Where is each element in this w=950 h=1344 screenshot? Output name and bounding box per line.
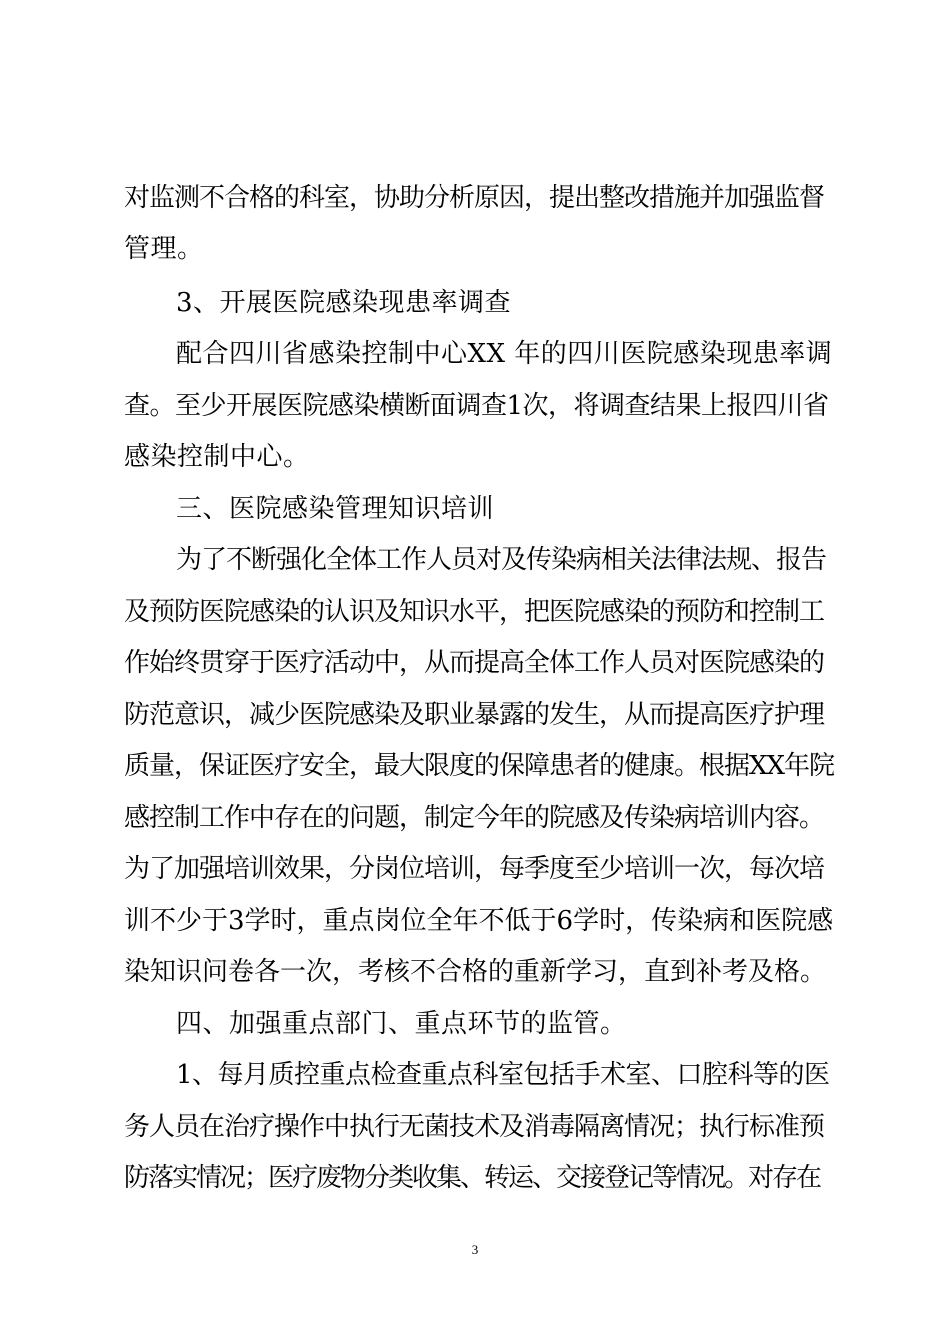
- text-line: 质量，保证医疗安全，最大限度的保障患者的健康。根据XX年院: [124, 751, 835, 781]
- text-line: 及预防医院感染的认识及知识水平，把医院感染的预防和控制工: [124, 597, 825, 627]
- text-line: 管理。: [124, 234, 204, 264]
- page-number: 3: [471, 1242, 479, 1257]
- text-line: 感染控制中心。: [124, 442, 310, 472]
- text-line: 对监测不合格的科室，协助分析原因，提出整改措施并加强监督: [124, 183, 825, 213]
- text-line: 为了加强培训效果，分岗位培训，每季度至少培训一次，每次培: [124, 854, 825, 884]
- section-heading: 四、加强重点部门、重点环节的监管。: [176, 1009, 627, 1039]
- text-line: 为了不断强化全体工作人员对及传染病相关法律法规、报告: [176, 545, 827, 575]
- text-line: 染知识问卷各一次，考核不合格的重新学习，直到补考及格。: [124, 957, 827, 987]
- text-line: 配合四川省感染控制中心XX 年的四川医院感染现患率调: [176, 339, 833, 369]
- text-line: 训不少于3学时，重点岗位全年不低于6学时，传染病和医院感: [124, 906, 834, 936]
- text-line: 作始终贯穿于医疗活动中，从而提高全体工作人员对医院感染的: [124, 648, 825, 678]
- section-heading: 三、医院感染管理知识培训: [176, 494, 495, 524]
- text-line: 务人员在治疗操作中执行无菌技术及消毒隔离情况；执行标准预: [124, 1112, 825, 1142]
- text-line: 防范意识，减少医院感染及职业暴露的发生，从而提高医疗护理: [124, 700, 825, 730]
- section-heading: 3、开展医院感染现患率调查: [176, 288, 512, 318]
- text-line: 查。至少开展医院感染横断面调查1次，将调查结果上报四川省: [124, 391, 829, 421]
- text-line: 感控制工作中存在的问题，制定今年的院感及传染病培训内容。: [124, 803, 825, 833]
- text-line: 防落实情况；医疗废物分类收集、转运、交接登记等情况。对存在: [124, 1163, 821, 1193]
- text-line: 1、每月质控重点检查重点科室包括手术室、口腔科等的医: [176, 1060, 830, 1090]
